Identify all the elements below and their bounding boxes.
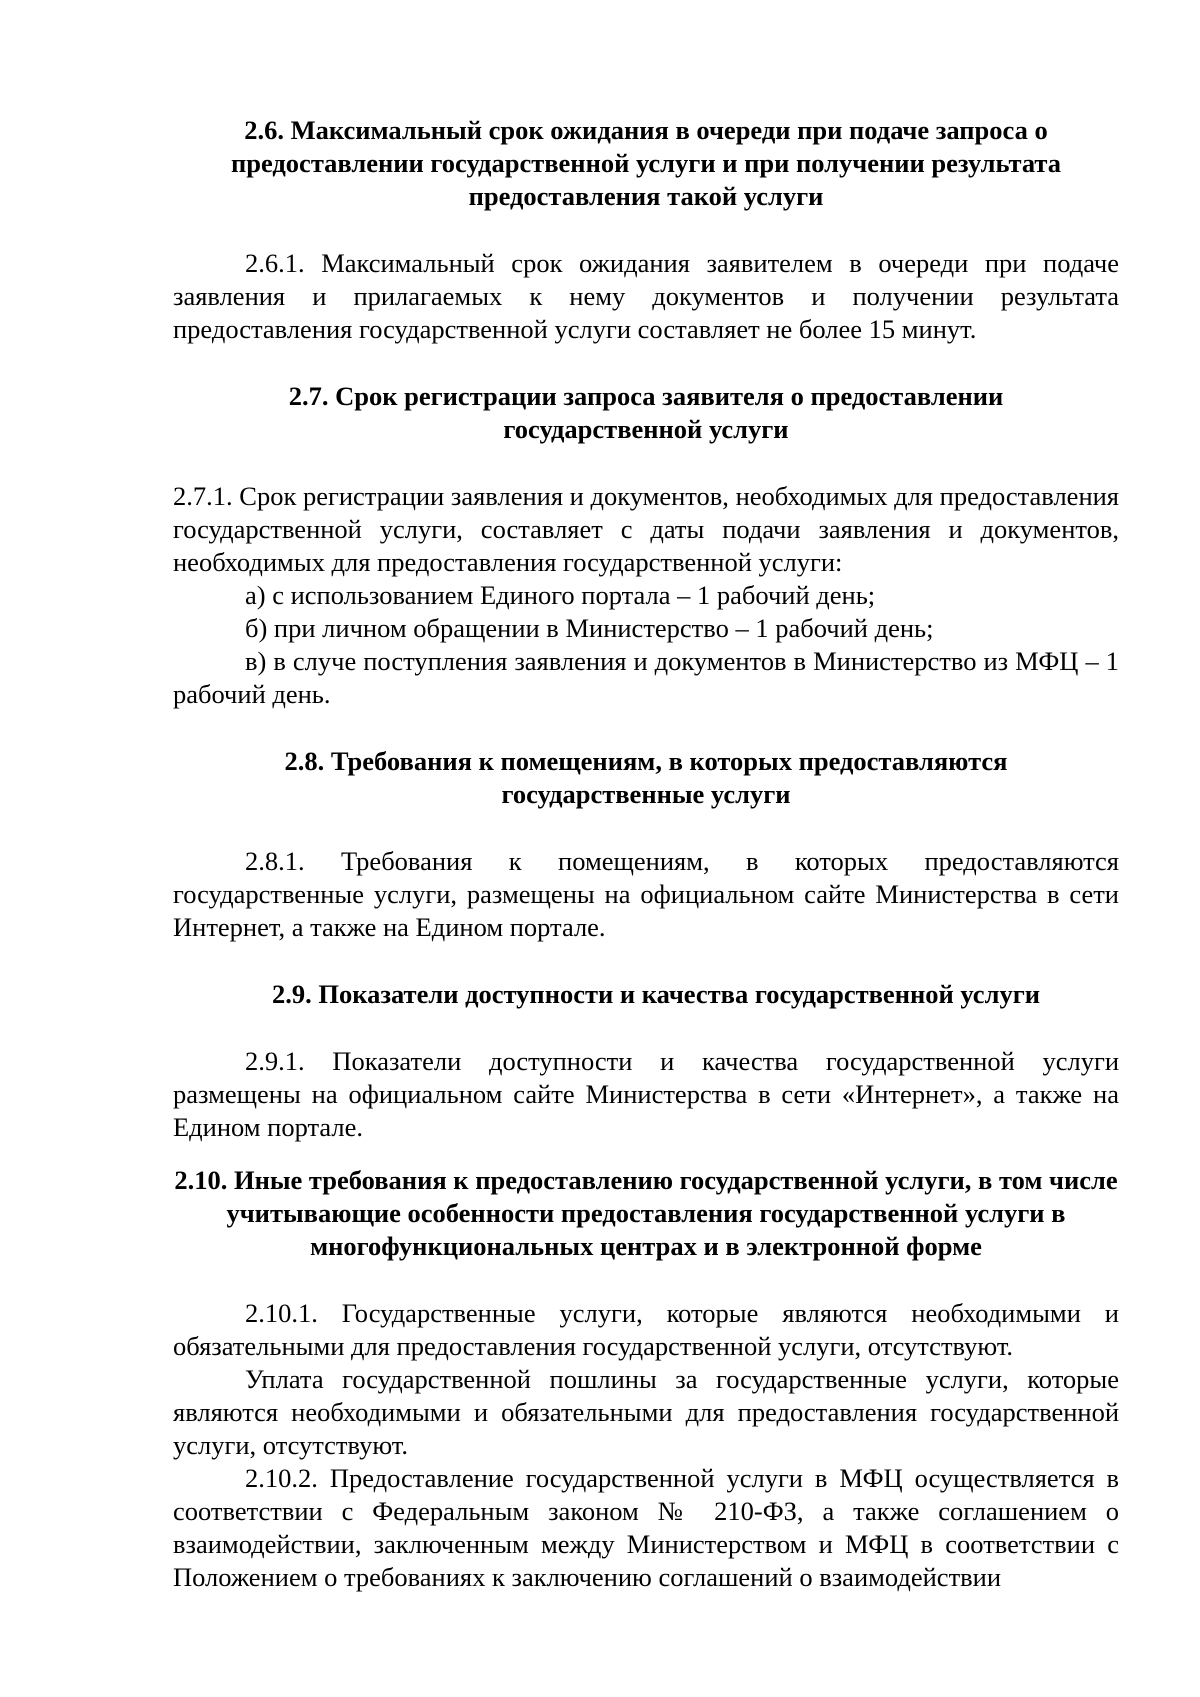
list-item: а) с использованием Единого портала – 1 рабочий день;	[245, 580, 876, 610]
document-body	[173, 114, 1119, 1594]
paragraph: 2.9.1. Показатели доступности и качества государственной услуги размещены на официальном сайте Министерства в сети «Интернет», а также на Едином портале.	[173, 1046, 1119, 1142]
list-item: в) в случе поступления заявления и документов в Министерство из МФЦ – 1 рабочий день.	[173, 646, 1119, 709]
list-item: б) при личном обращении в Министерство – 1 рабочий день;	[245, 613, 934, 643]
section-heading: 2.6. Максимальный срок ожидания в очереди при подаче запроса о предоставлении государственной услуги и при получении результата предоставления такой услуги	[230, 115, 1061, 211]
section-heading: 2.7. Срок регистрации запроса заявителя о предоставлении государственной услуги	[288, 381, 1004, 444]
section-heading: 2.8. Требования к помещениям, в которых предоставляются государственные услуги	[284, 746, 1008, 809]
section-2-7	[173, 380, 1119, 711]
section-heading: 2.9. Показатели доступности и качества государственной услуги	[271, 979, 1040, 1009]
section-heading: 2.10. Иные требования к предоставлению государственной услуги, в том числе учитывающие особенности предоставления государственной услуги в многофункциональных центрах и в электронной форме	[174, 1165, 1118, 1261]
paragraph: 2.10.1. Государственные услуги, которые являются необходимыми и обязательными для предоставления государственной услуги, отсутствуют.	[173, 1298, 1119, 1361]
section-2-8	[173, 745, 1119, 944]
section-2-9	[173, 978, 1119, 1144]
paragraph: 2.10.2. Предоставление государственной услуги в МФЦ осуществляется в соответствии с Федеральным законом № 210-ФЗ, а также соглашением о взаимодействии, заключенным между Министерством и МФЦ в соответствии с Положением о требованиях к заключению соглашений о взаимодействии	[173, 1463, 1119, 1592]
paragraph: Уплата государственной пошлины за государственные услуги, которые являются необходимыми и обязательными для предоставления государственной услуги, отсутствуют.	[173, 1364, 1119, 1460]
section-2-10	[173, 1164, 1119, 1594]
paragraph: 2.7.1. Срок регистрации заявления и документов, необходимых для предоставления государственной услуги, составляет с даты подачи заявления и документов, необходимых для предоставления государственной услуги:	[173, 481, 1119, 577]
paragraph: 2.6.1. Максимальный срок ожидания заявителем в очереди при подаче заявления и прилагаемых к нему документов и получении результата предоставления государственной услуги составляет не более 15 минут.	[173, 248, 1119, 344]
section-2-6	[173, 114, 1119, 346]
paragraph: 2.8.1. Требования к помещениям, в которых предоставляются государственные услуги, размещены на официальном сайте Министерства в сети Интернет, а также на Едином портале.	[173, 846, 1119, 942]
